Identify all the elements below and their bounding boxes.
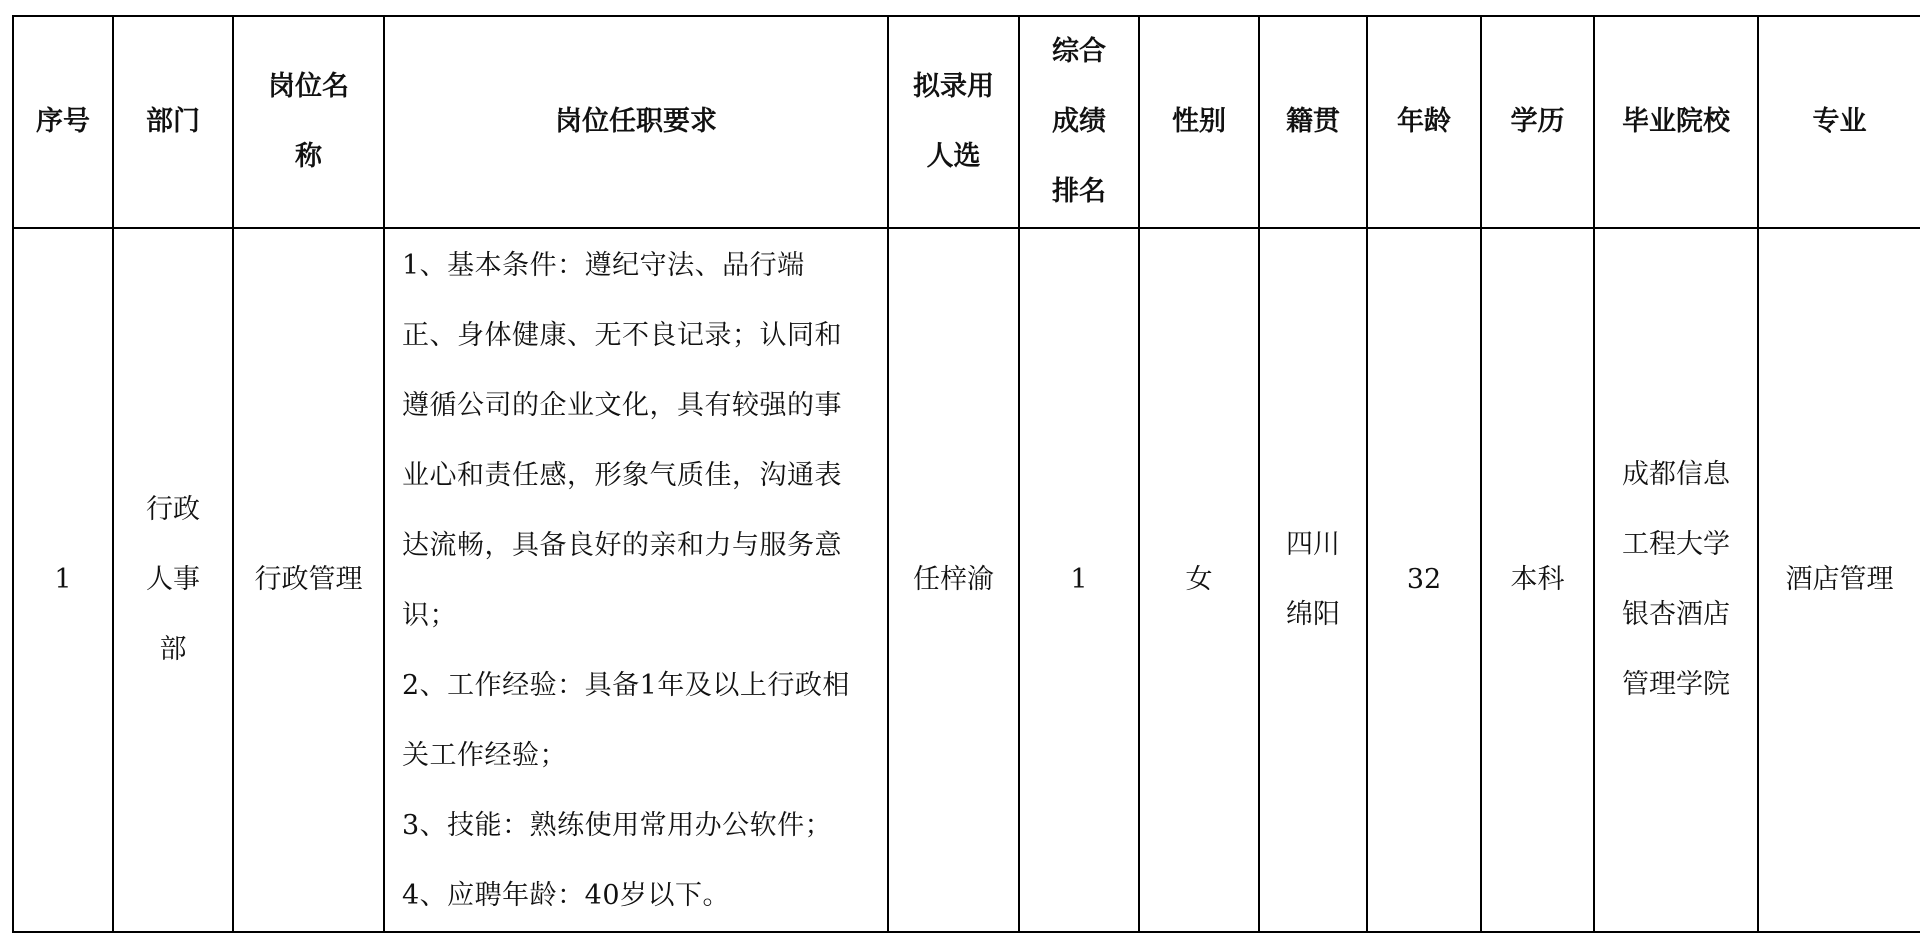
- header-school: 毕业院校: [1594, 16, 1758, 228]
- cell-dept-line: 行政: [146, 494, 200, 525]
- cell-education: 本科: [1481, 228, 1594, 932]
- cell-origin-line: 绵阳: [1286, 599, 1340, 630]
- table-row: [13, 228, 1920, 932]
- cell-candidate: 任梓渝: [888, 228, 1019, 932]
- cell-origin-line: 四川: [1286, 529, 1340, 560]
- requirement-line: 正、身体健康、无不良记录；认同和: [402, 320, 842, 351]
- header-candidate: [888, 16, 1019, 228]
- header-seq: 序号: [13, 16, 113, 228]
- requirement-line: 业心和责任感，形象气质佳，沟通表: [402, 460, 842, 491]
- cell-age: 32: [1367, 228, 1481, 932]
- requirement-line: 1、基本条件：遵纪守法、品行端: [402, 250, 805, 281]
- cell-requirements: [384, 228, 888, 932]
- recruitment-table: [12, 15, 1920, 933]
- cell-school-line: 管理学院: [1622, 669, 1730, 700]
- header-major: 专业: [1758, 16, 1920, 228]
- requirement-line: 识；: [402, 600, 457, 631]
- header-position-line: 岗位名: [268, 71, 349, 102]
- cell-school-line: 银杏酒店: [1622, 599, 1730, 630]
- cell-dept: [113, 228, 233, 932]
- cell-origin: [1259, 228, 1367, 932]
- requirement-line: 4、应聘年龄：40岁以下。: [402, 880, 731, 911]
- cell-school-line: 工程大学: [1622, 529, 1730, 560]
- header-age: 年龄: [1367, 16, 1481, 228]
- cell-dept-line: 人事: [146, 564, 200, 595]
- header-education: 学历: [1481, 16, 1594, 228]
- header-position-line: 称: [295, 141, 322, 172]
- header-rank-line: 排名: [1052, 176, 1106, 207]
- header-row: [13, 16, 1920, 228]
- header-candidate-line: 拟录用: [913, 71, 994, 102]
- header-dept: 部门: [113, 16, 233, 228]
- header-rank: [1019, 16, 1139, 228]
- requirement-line: 达流畅，具备良好的亲和力与服务意: [402, 530, 842, 561]
- cell-gender: 女: [1139, 228, 1259, 932]
- header-origin: 籍贯: [1259, 16, 1367, 228]
- cell-rank: 1: [1019, 228, 1139, 932]
- header-candidate-line: 人选: [926, 141, 981, 172]
- header-rank-line: 成绩: [1052, 106, 1106, 137]
- cell-position: 行政管理: [233, 228, 384, 932]
- header-rank-line: 综合: [1052, 36, 1106, 67]
- cell-major: 酒店管理: [1758, 228, 1920, 932]
- cell-school-line: 成都信息: [1622, 459, 1730, 490]
- header-gender: 性别: [1139, 16, 1259, 228]
- header-position: [233, 16, 384, 228]
- requirement-line: 2、工作经验：具备1年及以上行政相: [402, 670, 850, 701]
- cell-dept-line: 部: [159, 634, 187, 665]
- requirement-line: 遵循公司的企业文化，具有较强的事: [402, 390, 842, 421]
- cell-school: [1594, 228, 1758, 932]
- requirement-line: 关工作经验；: [402, 740, 567, 771]
- cell-seq: 1: [13, 228, 113, 932]
- requirement-line: 3、技能：熟练使用常用办公软件；: [402, 810, 833, 841]
- header-requirements: 岗位任职要求: [384, 16, 888, 228]
